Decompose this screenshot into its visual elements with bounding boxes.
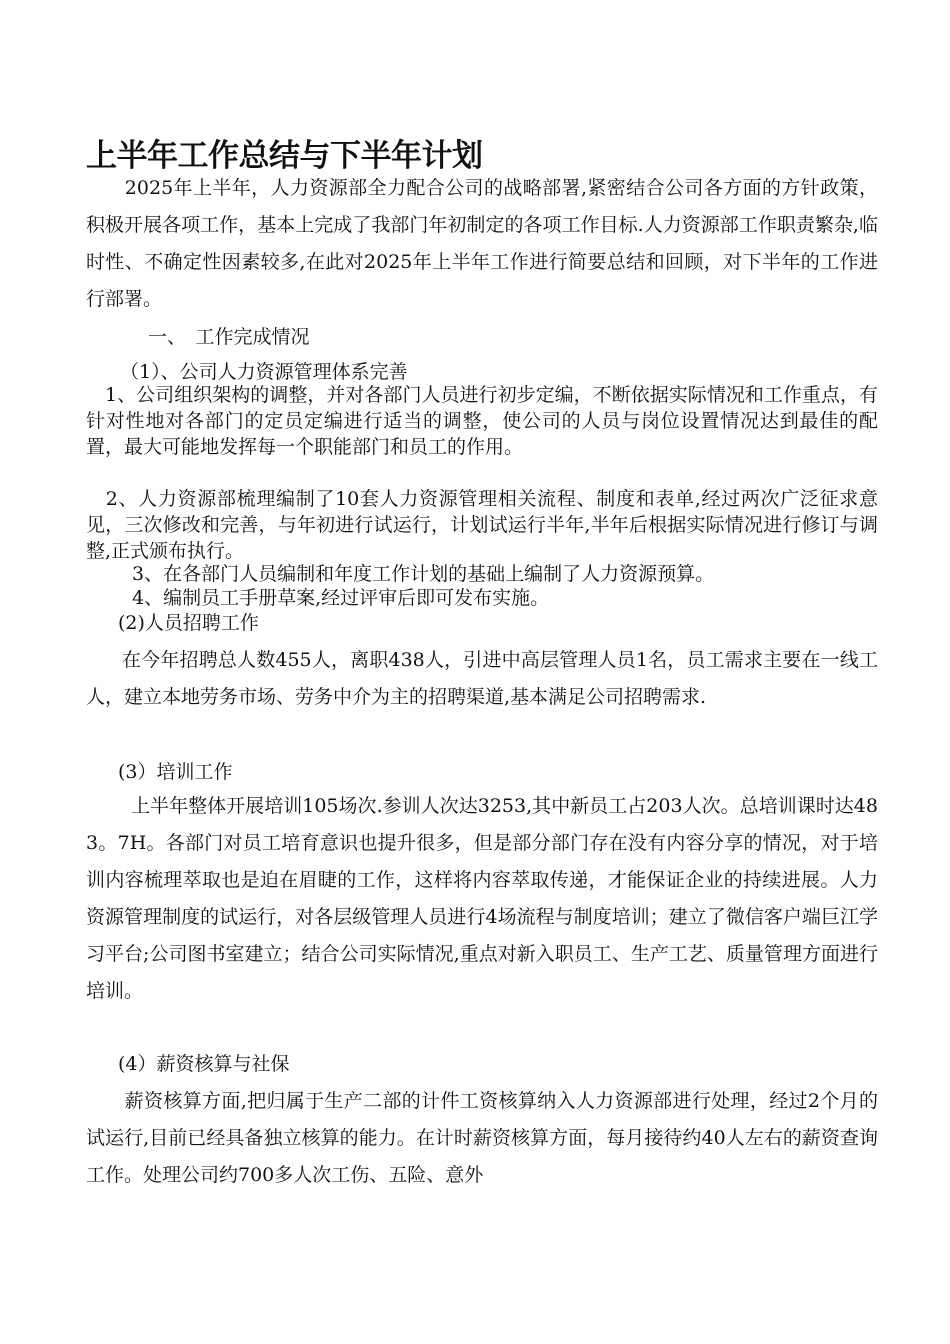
subsection-heading-training: (3）培训工作	[118, 761, 233, 783]
subsection-heading-recruitment: (2)人员招聘工作	[118, 612, 259, 634]
subsection-heading-hr-system: （1）、公司人力资源管理体系完善	[120, 361, 408, 383]
page-title: 上半年工作总结与下半年计划	[86, 138, 483, 174]
hr-system-item-1: 1、公司组织架构的调整，并对各部门人员进行初步定编，不断依据实际情况和工作重点，有针对性地对各部门的定员定编进行适当的调整，使公司的人员与岗位设置情况达到最佳的配置，最大可能地发挥每一个职能部门和员工的作用。	[86, 384, 878, 458]
payroll-paragraph: 薪资核算方面,把归属于生产二部的计件工资核算纳入人力资源部进行处理，经过2个月的试运行,目前已经具备独立核算的能力。在计时薪资核算方面，每月接待约40人左右的薪资查询工作。处理公司约700多人次工伤、五险、意外	[86, 1090, 878, 1186]
hr-system-item-4: 4、编制员工手册草案,经过评审后即可发布实施。	[132, 587, 550, 609]
hr-system-item-2: 2、人力资源部梳理编制了10套人力资源管理相关流程、制度和表单,经过两次广泛征求意见，三次修改和完善，与年初进行试运行，计划试运行半年,半年后根据实际情况进行修订与调整,正式颁布执行。	[86, 488, 878, 562]
hr-system-item-3: 3、在各部门人员编制和年度工作计划的基础上编制了人力资源预算。	[132, 563, 715, 585]
training-paragraph: 上半年整体开展培训105场次.参训人次达3253,其中新员工占203人次。总培训课时达483。7H。各部门对员工培育意识也提升很多，但是部分部门存在没有内容分享的情况，对于培训内容梳理萃取也是迫在眉睫的工作，这样将内容萃取传递，才能保证企业的持续进展。人力资源管理制度的试运行，对各层级管理人员进行4场流程与制度培训；建立了微信客户端巨江学习平台;公司图书室建立；结合公司实际情况,重点对新入职员工、生产工艺、质量管理方面进行培训。	[86, 795, 878, 1002]
section-heading-work-completion: 一、 工作完成情况	[148, 326, 310, 348]
subsection-heading-payroll: (4）薪资核算与社保	[118, 1053, 290, 1075]
recruitment-paragraph: 在今年招聘总人数455人，离职438人，引进中高层管理人员1名，员工需求主要在一线工人，建立本地劳务市场、劳务中介为主的招聘渠道,基本满足公司招聘需求.	[86, 649, 878, 708]
intro-paragraph: 2025年上半年，人力资源部全力配合公司的战略部署,紧密结合公司各方面的方针政策，积极开展各项工作，基本上完成了我部门年初制定的各项工作目标.人力资源部工作职责繁杂,临时性、不确定性因素较多,在此对2025年上半年工作进行简要总结和回顾，对下半年的工作进行部署。	[86, 177, 878, 310]
